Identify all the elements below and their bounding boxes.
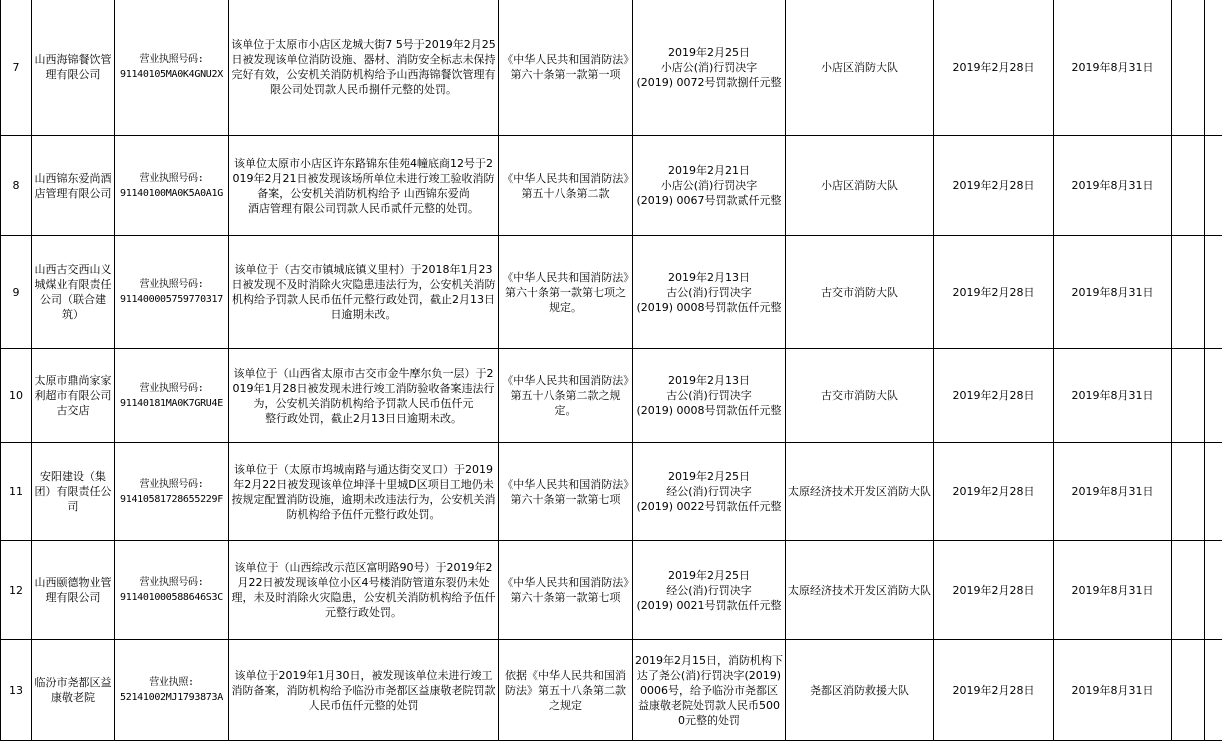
empty-cell xyxy=(1205,136,1222,236)
license-number: 营业执照号码: 91140100MA0K5A0A1G xyxy=(115,136,229,236)
authority: 尧都区消防救援大队 xyxy=(786,640,934,741)
empty-cell xyxy=(1205,541,1222,640)
expiry-date: 2019年8月31日 xyxy=(1054,443,1172,541)
empty-cell xyxy=(1172,236,1205,349)
empty-cell xyxy=(1205,443,1222,541)
company-name: 临汾市尧都区益康敬老院 xyxy=(32,640,115,741)
license-number: 营业执照号码: 91140105MA0K4GNU2X xyxy=(115,0,229,136)
company-name: 太原市鼎尚家家利超市有限公司古交店 xyxy=(32,349,115,443)
expiry-date: 2019年8月31日 xyxy=(1054,236,1172,349)
company-name: 山西海锦餐饮管理有限公司 xyxy=(32,0,115,136)
row-index: 7 xyxy=(1,0,32,136)
empty-cell xyxy=(1172,640,1205,741)
publish-date: 2019年2月28日 xyxy=(934,443,1054,541)
legal-basis: 《中华人民共和国消防法》第六十条第一款第七项之规定。 xyxy=(499,236,633,349)
expiry-date: 2019年8月31日 xyxy=(1054,136,1172,236)
table-row xyxy=(1,640,1222,741)
expiry-date: 2019年8月31日 xyxy=(1054,640,1172,741)
empty-cell xyxy=(1205,0,1222,136)
table-row xyxy=(1,236,1222,349)
violation-facts: 该单位于（太原市坞城南路与通达街交叉口）于2019年2月22日被发现该单位坤泽十里城D区项目工地仍未按规定配置消防设施，逾期未改违法行为，公安机关消防机构给予伍仟元整行政处罚。 xyxy=(229,443,499,541)
row-index: 9 xyxy=(1,236,32,349)
penalty-decision: 2019年2月25日 经公(消)行罚决字 (2019) 0022号罚款伍仟元整 xyxy=(633,443,786,541)
penalty-decision: 2019年2月13日 古公(消)行罚决字 (2019) 0008号罚款伍仟元整 xyxy=(633,349,786,443)
penalty-decision: 2019年2月25日 经公(消)行罚决字 (2019) 0021号罚款伍仟元整 xyxy=(633,541,786,640)
authority: 太原经济技术开发区消防大队 xyxy=(786,541,934,640)
empty-cell xyxy=(1205,236,1222,349)
publish-date: 2019年2月28日 xyxy=(934,136,1054,236)
violation-facts: 该单位于（山西综改示范区富明路90号）于2019年2月22日被发现该单位小区4号楼消防管道东裂仍未处理，未及时消除火灾隐患，公安机关消防机构给予伍仟元整行政处罚。 xyxy=(229,541,499,640)
publish-date: 2019年2月28日 xyxy=(934,349,1054,443)
empty-cell xyxy=(1205,640,1222,741)
publish-date: 2019年2月28日 xyxy=(934,0,1054,136)
expiry-date: 2019年8月31日 xyxy=(1054,541,1172,640)
authority: 太原经济技术开发区消防大队 xyxy=(786,443,934,541)
authority: 小店区消防大队 xyxy=(786,0,934,136)
empty-cell xyxy=(1172,0,1205,136)
row-index: 13 xyxy=(1,640,32,741)
table-body xyxy=(1,0,1222,741)
company-name: 山西古交西山义城煤业有限责任公司（联合建筑） xyxy=(32,236,115,349)
company-name: 山西锦东爱尚酒店管理有限公司 xyxy=(32,136,115,236)
row-index: 12 xyxy=(1,541,32,640)
empty-cell xyxy=(1172,443,1205,541)
empty-cell xyxy=(1205,349,1222,443)
penalty-decision: 2019年2月15日，消防机构下达了尧公(消)行罚决字(2019) 0006号，给予临汾市尧都区 益康敬老院处罚款人民币5000元整的处罚 xyxy=(633,640,786,741)
license-number: 营业执照号码: 911401000588646S3C xyxy=(115,541,229,640)
table-row xyxy=(1,0,1222,136)
penalty-decision: 2019年2月21日 小店公(消)行罚决字 (2019) 0067号罚款贰仟元整 xyxy=(633,136,786,236)
empty-cell xyxy=(1172,541,1205,640)
row-index: 8 xyxy=(1,136,32,236)
legal-basis: 《中华人民共和国消防法》第六十条第一款第一项 xyxy=(499,0,633,136)
violation-facts: 该单位于2019年1月30日，被发现该单位未进行竣工消防备案，消防机构给予临汾市尧都区益康敬老院罚款人民币伍仟元整的处罚 xyxy=(229,640,499,741)
authority: 古交市消防大队 xyxy=(786,349,934,443)
publish-date: 2019年2月28日 xyxy=(934,541,1054,640)
legal-basis: 依据《中华人民共和国消防法》第五十八条第二款之规定 xyxy=(499,640,633,741)
legal-basis: 《中华人民共和国消防法》第六十条第一款第七项 xyxy=(499,443,633,541)
legal-basis: 《中华人民共和国消防法》第五十八条第二款 xyxy=(499,136,633,236)
violation-facts: 该单位于（山西省太原市古交市金牛摩尔负一层）于2019年1月28日被发现未进行竣工消防验收备案违法行为，公安机关消防机构给予罚款人民币伍仟元 整行政处罚，截止2月13日日逾期未改。 xyxy=(229,349,499,443)
violation-facts: 该单位于太原市小店区龙城大街7 5号于2019年2月25日被发现该单位消防设施、器材、消防安全标志未保持完好有效，公安机关消防机构给予山西海锦餐饮管理有限公司处罚款人民币捌仟元整的处罚。 xyxy=(229,0,499,136)
row-index: 10 xyxy=(1,349,32,443)
expiry-date: 2019年8月31日 xyxy=(1054,0,1172,136)
penalty-decision: 2019年2月25日 小店公(消)行罚决字 (2019) 0072号罚款捌仟元整 xyxy=(633,0,786,136)
authority: 小店区消防大队 xyxy=(786,136,934,236)
expiry-date: 2019年8月31日 xyxy=(1054,349,1172,443)
company-name: 山西颐德物业管理有限公司 xyxy=(32,541,115,640)
legal-basis: 《中华人民共和国消防法》第五十八条第二款之规定。 xyxy=(499,349,633,443)
violation-facts: 该单位于（古交市镇城底镇义里村）于2018年1月23日被发现不及时消除火灾隐患违法行为，公安机关消防机构给予罚款人民币伍仟元整行政处罚，截止2月13日日逾期未改。 xyxy=(229,236,499,349)
publish-date: 2019年2月28日 xyxy=(934,236,1054,349)
empty-cell xyxy=(1172,349,1205,443)
legal-basis: 《中华人民共和国消防法》第六十条第一款第七项 xyxy=(499,541,633,640)
empty-cell xyxy=(1172,136,1205,236)
license-number: 营业执照号码: 91410581728655229F xyxy=(115,443,229,541)
table-row xyxy=(1,541,1222,640)
table-row xyxy=(1,136,1222,236)
license-number: 营业执照: 52141002MJ1793873A xyxy=(115,640,229,741)
license-number: 营业执照号码: 91140181MA0K7GRU4E xyxy=(115,349,229,443)
company-name: 安阳建设（集团）有限责任公司 xyxy=(32,443,115,541)
row-index: 11 xyxy=(1,443,32,541)
penalty-decision: 2019年2月13日 古公(消)行罚决字 (2019) 0008号罚款伍仟元整 xyxy=(633,236,786,349)
violation-facts: 该单位太原市小店区许东路锦东佳苑4幢底商12号于2019年2月21日被发现该场所单位未进行竣工验收消防备案，公安机关消防机构给予 山西锦东爱尚 酒店管理有限公司罚款人民币贰仟元整的处罚。 xyxy=(229,136,499,236)
table-row xyxy=(1,443,1222,541)
publish-date: 2019年2月28日 xyxy=(934,640,1054,741)
license-number: 营业执照号码: 911400005759770317 xyxy=(115,236,229,349)
table-row xyxy=(1,349,1222,443)
authority: 古交市消防大队 xyxy=(786,236,934,349)
